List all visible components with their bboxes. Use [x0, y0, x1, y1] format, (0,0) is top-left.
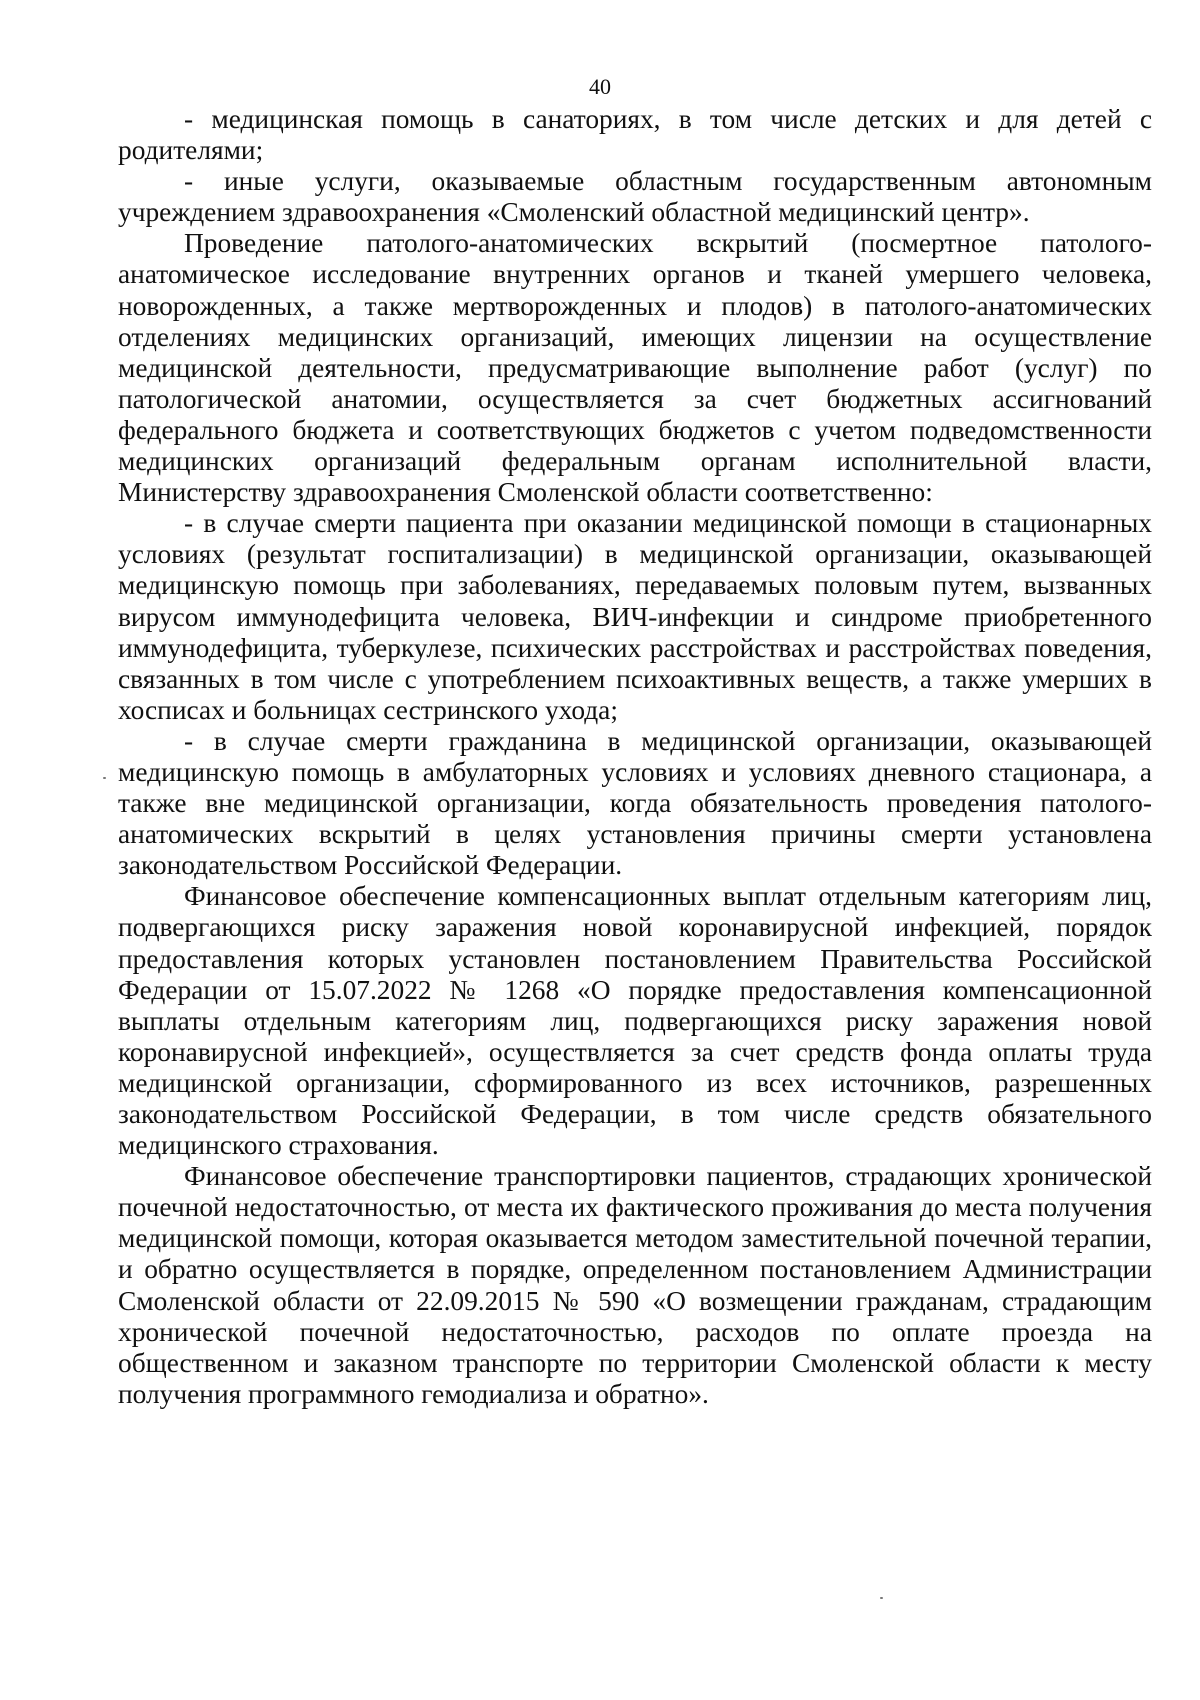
paragraph-outpatient-death: - в случае смерти гражданина в медицинской организации, оказывающей медицинскую помощь в амбулаторных условиях и условиях дневного стационара, а также вне медицинской организации, когда обязательность проведения патолого-анатомических вскрытий в целях установления причины смерти установлена законодательством Российской Федерации.	[118, 725, 1152, 881]
page-number: 40	[589, 74, 611, 99]
paragraph-dialysis-transport: Финансовое обеспечение транспортировки пациентов, страдающих хронической почечной недостаточностью, от места их фактического проживания до места получения медицинской помощи, которая оказывается методом заместительной почечной терапии, и обратно осуществляется в порядке, определенном постановлением Администрации Смоленской области от 22.09.2015 № 590 «О возмещении гражданам, страдающим хронической почечной недостаточностью, расходов по оплате проезда на общественном и заказном транспорте по территории Смоленской области к месту получения программного гемодиализа и обратно».	[118, 1161, 1152, 1409]
paragraph-sanatorium-care: - медицинская помощь в санаториях, в том числе детских и для детей с родителями;	[118, 104, 1152, 166]
scan-speck	[880, 1597, 883, 1599]
document-body	[118, 104, 1152, 1410]
scan-speck	[103, 777, 106, 779]
paragraph-covid-compensation: Финансовое обеспечение компенсационных выплат отдельным категориям лиц, подвергающихся риску заражения новой коронавирусной инфекцией, порядок предоставления которых установлен постановлением Правительства Российской Федерации от 15.07.2022 № 1268 «О порядке предоставления компенсационной выплаты отдельным категориям лиц, подвергающихся риску заражения новой коронавирусной инфекцией», осуществляется за счет средств фонда оплаты труда медицинской организации, сформированного из всех источников, разрешенных законодательством Российской Федерации, в том числе средств обязательного медицинского страхования.	[118, 881, 1152, 1161]
paragraph-autopsy-funding: Проведение патолого-анатомических вскрытий (посмертное патолого-анатомическое исследование внутренних органов и тканей умершего человека, новорожденных, а также мертворожденных и плодов) в патолого-анатомических отделениях медицинских организаций, имеющих лицензии на осуществление медицинской деятельности, предусматривающие выполнение работ (услуг) по патологической анатомии, осуществляется за счет бюджетных ассигнований федерального бюджета и соответствующих бюджетов с учетом подведомственности медицинских организаций федеральным органам исполнительной власти, Министерству здравоохранения Смоленской области соответственно:	[118, 228, 1152, 508]
paragraph-inpatient-death: - в случае смерти пациента при оказании медицинской помощи в стационарных условиях (результат госпитализации) в медицинской организации, оказывающей медицинскую помощь при заболеваниях, передаваемых половым путем, вызванных вирусом иммунодефицита человека, ВИЧ-инфекции и синдроме приобретенного иммунодефицита, туберкулезе, психических расстройствах и расстройствах поведения, связанных в том числе с употреблением психоактивных веществ, а также умерших в хосписах и больницах сестринского ухода;	[118, 508, 1152, 725]
paragraph-other-services: - иные услуги, оказываемые областным государственным автономным учреждением здравоохранения «Смоленский областной медицинский центр».	[118, 166, 1152, 228]
